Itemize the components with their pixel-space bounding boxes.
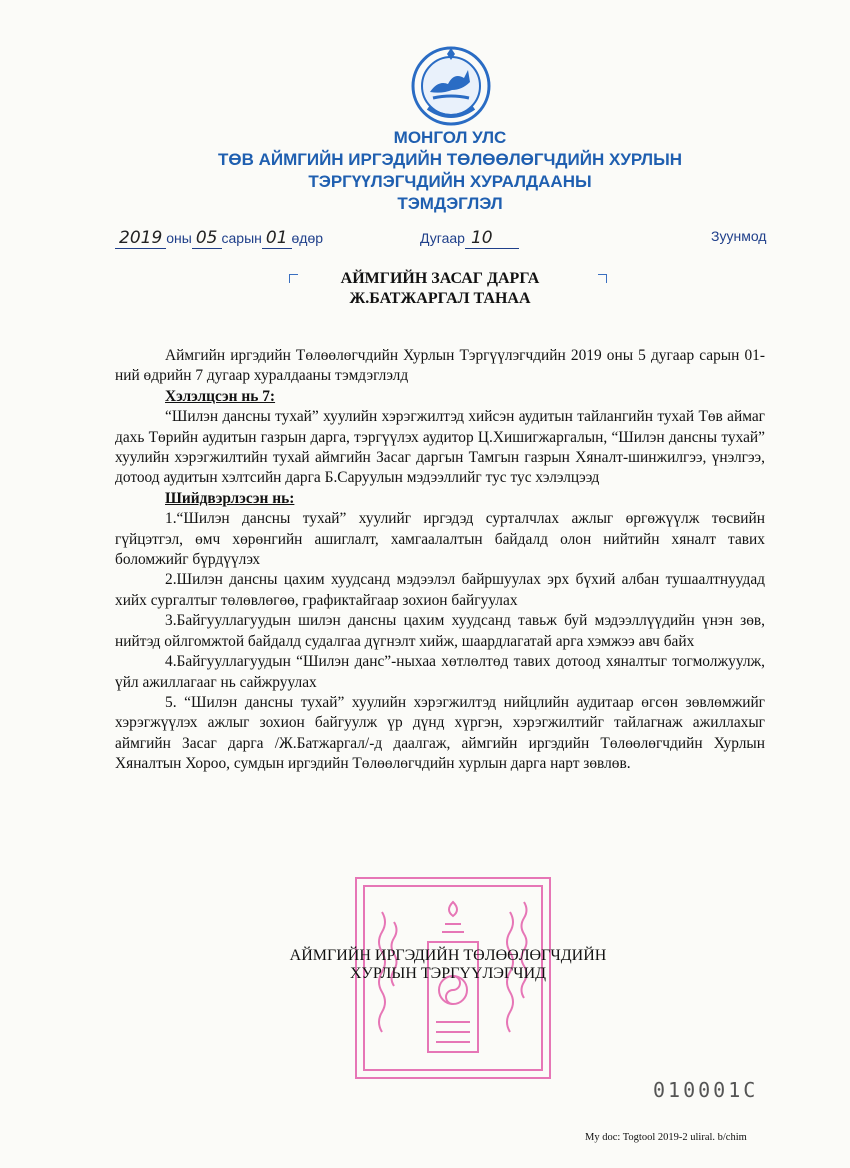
- date-day: 01: [262, 228, 292, 249]
- addressee-name: Ж.БАТЖАРГАЛ ТАНАА: [349, 290, 531, 307]
- date-field: 2019 оны 05 сарын 01 өдөр: [115, 228, 323, 249]
- document-number: Дугаар 10: [420, 228, 519, 249]
- signature-line-2: ХУРЛЫН ТЭРГҮҮЛЭГЧИД: [349, 965, 547, 982]
- decision-item: 2.Шилэн дансны цахим хуудсанд мэдээлэл байршуулах эрх бүхий албан тушаалтнуудад хийх сургалтыг төлөвлөгөө, графиктайгаар зохион байгуулах: [115, 571, 765, 609]
- decision-item: 1.“Шилэн дансны тухай” хуулийг иргэдэд сурталчлах ажлыг өргөжүүлж төсвийн гүйцэтгэл, өмч хөрөнгийн ашиглалт, хамгаалалтын байдалд олон нийтийн хяналт тавих боломжийг бүрдүүлэх: [115, 510, 765, 569]
- document-number-value: 10: [465, 228, 519, 249]
- signature-block: [262, 947, 634, 983]
- header-line-title: ТЭМДЭГЛЭЛ: [397, 194, 503, 213]
- decision-item: 5. “Шилэн дансны тухай” хуулийн хэрэгжилтэд нийцлийн аудитаар өгсөн зөвлөмжийг хэрэгжүүлэх ажлыг зохион байгуулж үр дүнд хүргэн, хэрэгжилтийг тайлагнаж ажиллахыг аймгийн Засаг дарга /Ж.Батжаргал/-д даалгаж, аймгийн иргэдийн Төлөөлөгчдийн Хурлын Хяналтын Хороо, сумдын иргэдийн Төлөөлөгчдийн хурлын дарга нарт зөвлөв.: [115, 693, 765, 773]
- decided-heading: Шийдвэрлэсэн нь:: [165, 489, 295, 507]
- discussed-heading: Хэлэлцсэн нь 7:: [165, 387, 276, 405]
- date-month: 05: [192, 228, 222, 249]
- document-body: [115, 346, 765, 775]
- decision-item: 3.Байгууллагуудын шилэн дансны цахим хуудсанд тавьж буй мэдээллүүдийн үнэн зөв, нийтэд ойлгомжтой байдалд судалгаа дүгнэлт хийж, шаардлагатай арга хэмжээ авч байх: [115, 612, 765, 650]
- header-line-country: МОНГОЛ УЛС: [393, 128, 507, 147]
- header-line-presidium: ТЭРГҮҮЛЭГЧДИЙН ХУРАЛДААНЫ: [308, 172, 592, 191]
- intro-paragraph: Аймгийн иргэдийн Төлөөлөгчдийн Хурлын Тэргүүлэгчдийн 2019 оны 5 дугаар сарын 01-ний өдрийн 7 дугаар хуралдааны тэмдэглэлд: [115, 347, 765, 385]
- signature-line-1: АЙМГИЙН ИРГЭДИЙН ТӨЛӨӨЛӨГЧДИЙН: [289, 947, 607, 964]
- place-name: Зуунмод: [711, 228, 767, 244]
- footer-note: My doc: Togtool 2019-2 uliral. b/chim: [585, 1132, 747, 1143]
- addressee: [0, 269, 850, 309]
- state-emblem-icon: [408, 44, 494, 130]
- serial-number: 010001C: [653, 1078, 759, 1102]
- header-line-council: ТӨВ АЙМГИЙН ИРГЭДИЙН ТӨЛӨӨЛӨГЧДИЙН ХУРЛЫН: [217, 150, 683, 169]
- addressee-title: АЙМГИЙН ЗАСАГ ДАРГА: [340, 270, 540, 287]
- discussed-paragraph: “Шилэн дансны тухай” хуулийн хэрэгжилтэд хийсэн аудитын тайлангийн тухай Төв аймаг дахь Төрийн аудитын газрын дарга, тэргүүлэх аудитор Ц.Хишигжаргалын, “Шилэн дансны тухай” хуулийн хэрэгжилтийн тухай аймгийн Засаг даргын Тамгын газрын Хяналт-шинжилгээ, үнэлгээ, дотоод аудитын хэлтсийн дарга Б.Саруулын мэдээллийг тус тус хэлэлцээд: [115, 408, 765, 487]
- date-year: 2019: [115, 228, 166, 249]
- decision-item: 4.Байгууллагуудын “Шилэн данс”-ныхаа хөтлөлтөд тавих дотоод хяналтыг тогмолжуулж, үйл ажиллагааг нь сайжруулах: [115, 653, 765, 691]
- document-header: [0, 127, 850, 215]
